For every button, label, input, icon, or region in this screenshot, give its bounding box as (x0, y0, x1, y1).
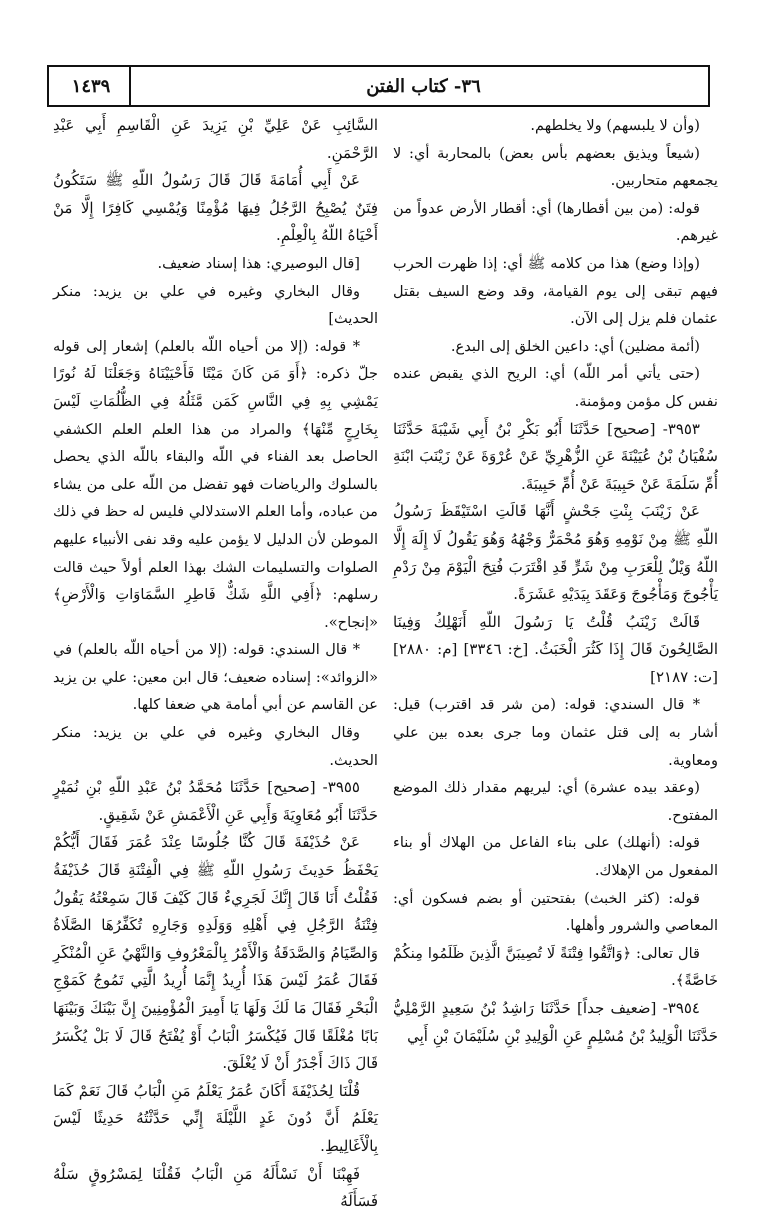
commentary-paragraph: (وأن لا يلبسهم) ولا يخلطهم. (530, 117, 700, 134)
commentary-paragraph: قوله: (كثر الخبث) بفتحتين أو بضم فسكون أي: المعاصي والشرور وأهلها. (393, 889, 718, 935)
commentary-paragraph: [قال البوصيري: هذا إسناد ضعيف. (157, 254, 360, 272)
hadith-text: قَالَتْ زَيْنَبُ قُلْتُ يَا رَسُولَ اللّهِ أَنَهْلِكُ وَفِينَا الصَّالِحُونَ قَالَ إِذَا كَثُرَ الْخَبَثُ. [خ: ٣٣٤٦] [م: ٢٨٨٠] [ت: ٢١٨٧] (393, 612, 718, 686)
commentary-paragraph: (وعقد بيده عشرة) أي: ليريهم مقدار ذلك الموضع المفتوح. (393, 779, 718, 824)
running-header (47, 65, 710, 107)
hadith-text: فَهِبْنَا أَنْ نَسْأَلَهُ مَنِ الْبَابُ فَقُلْنَا لِمَسْرُوقٍ سَلْهُ فَسَأَلَهُ (53, 1164, 378, 1211)
commentary-paragraph: * قوله: (إلا من أحياه اللّه بالعلم) إشعار إلى قوله جلّ ذكره: ﴿أَوَ مَن كَانَ مَيْتًا فَأَحْيَيْنَاهُ وَجَعَلْنَا لَهُ نُورًا يَمْشِي بِهِ فِي النَّاسِ كَمَن مَّثَلُهُ فِي الظُّلُمَاتِ لَيْسَ بِخَارِجٍ مِّنْهَا﴾ والمراد من هذا العلم العلم الكشفي الحاصل بعد الفناء في اللّه والبقاء باللّه الذي يحصل بالسلوك والرياضات فهو تفضل من اللّه على من يشاء من عباده، وأما العلم الاستدلالي فليس له حظ في ذلك الموطن لأن الدليل لا يؤمن عليه وقد نفى الأنبياء عليهم الصلوات والتسليمات الشك بهذا العلم أولاً حيث قالت رسلهم: ﴿أَفِي اللَّهِ شَكٌّ فَاطِرِ السَّمَاوَاتِ وَالْأَرْضِ﴾ «إنجاح». (53, 337, 378, 631)
commentary-paragraph: (شيعاً ويذيق بعضهم بأس بعض) بالمحاربة أي: لا يجمعهم متحاربين. (393, 144, 718, 190)
commentary-paragraph: وقال البخاري وغيره في علي بن يزيد: منكر الحديث] (53, 282, 378, 328)
quran-citation: قال تعالى: ﴿وَاتَّقُوا فِتْنَةً لَا تُصِيبَنَّ الَّذِينَ ظَلَمُوا مِنكُمْ خَاصَّةً﴾. (393, 944, 718, 990)
commentary-paragraph: وقال البخاري وغيره في علي بن يزيد: منكر الحديث. (53, 724, 378, 769)
commentary-paragraph: (وإذا وضع) هذا من كلامه ﷺ أي: إذا ظهرت الحرب فيهم تبقى إلى يوم القيامة، وقد وضع السيف بقتل عثمان فلم يزل إلى الآن. (393, 254, 718, 328)
hadith-text: عَنْ أَبِي أُمَامَةَ قَالَ قَالَ رَسُولُ اللّهِ ﷺ سَتَكُونُ فِتَنٌ يُصْبِحُ الرَّجُلُ فِيهَا مُؤْمِنًا وَيُمْسِي كَافِرًا إِلَّا مَنْ أَحْيَاهُ اللّهُ بِالْعِلْمِ. (53, 171, 378, 245)
right-column (393, 112, 718, 1102)
left-column (53, 112, 378, 1211)
page-number: ١٤٣٩ (53, 67, 131, 105)
commentary-paragraph: * قال السندي: قوله: (من شر قد اقترب) قيل: أشار به إلى قتل عثمان وما جرى بعده بين علي ومعاوية. (393, 696, 718, 769)
hadith-isnad-3955: ٣٩٥٥- [صحيح] حَدَّثَنَا مُحَمَّدُ بْنُ عَبْدِ اللّهِ بْنِ نُمَيْرٍ حَدَّثَنَا أَبُو مُعَاوِيَةَ وَأَبِي عَنِ الْأَعْمَشِ عَنْ شَقِيقٍ. (53, 778, 378, 824)
commentary-paragraph: قوله: (من بين أقطارها) أي: أقطار الأرض عدواً من غيرهم. (393, 199, 718, 245)
hadith-isnad-3953: ٣٩٥٣- [صحيح] حَدَّثَنَا أَبُو بَكْرِ بْنُ أَبِي شَيْبَةَ حَدَّثَنَا سُفْيَانُ بْنُ عُيَيْنَةَ عَنِ الزُّهْرِيِّ عَنْ عُرْوَةَ عَنْ زَيْنَبَ ابْنَةِ أُمِّ سَلَمَةَ عَنْ حَبِيبَةَ عَنْ أُمِّ حَبِيبَةَ. (393, 419, 718, 493)
commentary-paragraph: (حتى يأتي أمر اللّه) أي: الريح الذي يقبض عنده نفس كل مؤمن ومؤمنة. (393, 365, 718, 410)
chapter-title: ٣٦- كتاب الفتن (366, 75, 481, 97)
hadith-text: عَنْ حُذَيْفَةَ قَالَ كُنَّا جُلُوسًا عِنْدَ عُمَرَ فَقَالَ أَيُّكُمْ يَحْفَظُ حَدِيثَ رَسُولِ اللّهِ ﷺ فِي الْفِتْنَةِ قَالَ حُذَيْفَةُ فَقُلْتُ أَنَا قَالَ إِنَّكَ لَجَرِيءٌ قَالَ كَيْفَ قَالَ سَمِعْتُهُ يَقُولُ فِتْنَةُ الرَّجُلِ فِي أَهْلِهِ وَوَلَدِهِ وَجَارِهِ تُكَفِّرُهَا الصَّلَاةُ وَالصِّيَامُ وَالصَّدَقَةُ وَالْأَمْرُ بِالْمَعْرُوفِ وَالنَّهْيُ عَنِ الْمُنْكَرِ فَقَالَ عُمَرُ لَيْسَ هَذَا أُرِيدُ إِنَّمَا أُرِيدُ الَّتِي تَمُوجُ كَمَوْجِ الْبَحْرِ فَقَالَ مَا لَكَ وَلَهَا يَا أَمِيرَ الْمُؤْمِنِينَ إِنَّ بَيْنَكَ وَبَيْنَهَا بَابًا مُغْلَقًا قَالَ فَيُكْسَرُ الْبَابُ أَوْ يُفْتَحُ قَالَ لَا بَلْ يُكْسَرُ قَالَ ذَاكَ أَجْدَرُ أَنْ لَا يُغْلَقَ. (53, 833, 378, 1073)
hadith-text: عَنْ زَيْنَبَ بِنْتِ جَحْشٍ أَنَّهَا قَالَتِ اسْتَيْقَظَ رَسُولُ اللّهِ ﷺ مِنْ نَوْمِهِ وَهُوَ مُحْمَرٌّ وَجْهُهُ وَهُوَ يَقُولُ لَا إِلَهَ إِلَّا اللّهُ وَيْلٌ لِلْعَرَبِ مِنْ شَرٍّ قَدِ اقْتَرَبَ فُتِحَ الْيَوْمَ مِنْ رَدْمِ يَأْجُوجَ وَمَأْجُوجَ وَعَقَدَ بِيَدَيْهِ عَشَرَةً. (393, 502, 718, 604)
hadith-text: قُلْنَا لِحُذَيْفَةَ أَكَانَ عُمَرُ يَعْلَمُ مَنِ الْبَابُ قَالَ نَعَمْ كَمَا يَعْلَمُ أَنَّ دُونَ غَدٍ اللَّيْلَةَ إِنِّي حَدَّثْتُهُ حَدِيثًا لَيْسَ بِالْأَغَالِيطِ. (53, 1081, 378, 1155)
hadith-isnad-continuation: السَّائِبِ عَنْ عَلِيِّ بْنِ يَزِيدَ عَنِ الْقَاسِمِ أَبِي عَبْدِ الرَّحْمَنِ. (53, 116, 378, 162)
commentary-paragraph: * قال السندي: قوله: (إلا من أحياه اللّه بالعلم) في «الزوائد»: إسناده ضعيف؛ قال ابن معين: علي بن يزيد عن القاسم عن أبي أمامة هي ضعفا كلها. (53, 641, 378, 714)
commentary-paragraph: (أئمة مضلين) أي: داعين الخلق إلى البدع. (450, 337, 700, 355)
hadith-isnad-3954: ٣٩٥٤- [ضعيف جداً] حَدَّثَنَا رَاشِدُ بْنُ سَعِيدٍ الرَّمْلِيُّ حَدَّثَنَا الْوَلِيدُ بْنُ مُسْلِمٍ عَنِ الْوَلِيدِ بْنِ سُلَيْمَانَ بْنِ أَبِي (393, 999, 718, 1045)
commentary-paragraph: قوله: (أنهلك) على بناء الفاعل من الهلاك أو بناء المفعول من الإهلاك. (393, 834, 718, 880)
